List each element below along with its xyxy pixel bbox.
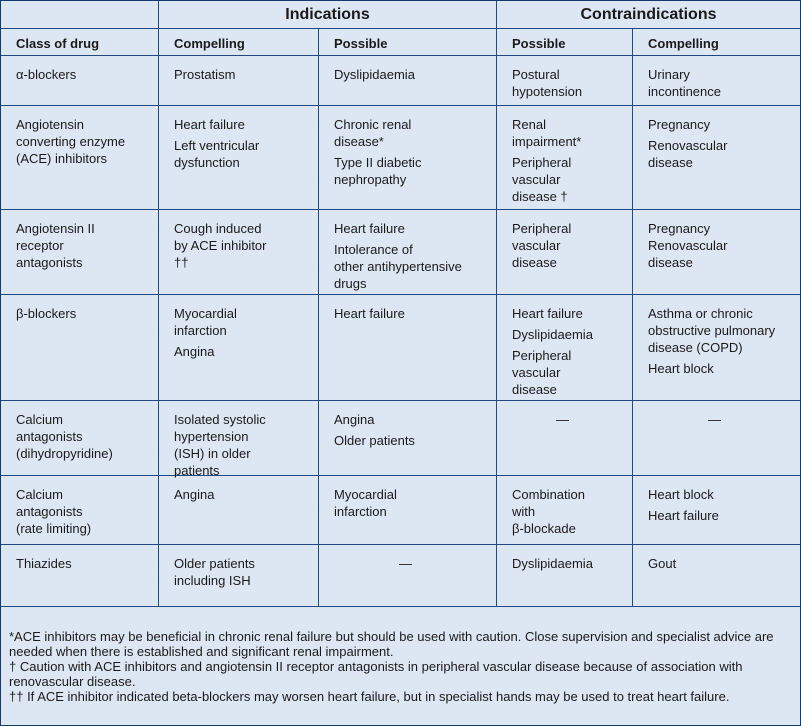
cell-text: Chronic renal disease* [334,117,412,149]
header-indications: Indications [159,1,497,29]
cell-text: Myocardial infarction [334,487,397,519]
cell-text: Asthma or chronic obstructive pulmonary disease (COPD) [648,306,776,355]
table-cell-class [1,295,159,401]
cell-text: Peripheral vascular disease [512,348,572,397]
cell-text: Intolerance of other antihypertensive drugs [334,242,462,291]
cell-text: Heart failure [512,306,583,321]
table-cell-contra-possible [497,545,633,607]
cell-text: Dyslipidaemia [334,67,415,82]
cell-text: Isolated systolic hypertension (ISH) in older patients [174,412,266,478]
cell-text: Heart failure [174,117,245,132]
cell-text: Angiotensin II receptor antagonists [16,221,95,270]
cell-text: Calcium antagonists (dihydropyridine) [16,412,113,461]
table-cell-ind-possible [319,401,497,476]
cell-text: Pregnancy [648,117,711,132]
subheader-class: Class of drug [1,29,159,56]
cell-text: β-blockers [16,306,77,321]
cell-text: Older patients [334,433,415,448]
cell-text: Thiazides [16,556,72,571]
cell-text: Combination with β-blockade [512,487,585,536]
table-cell-ind-compelling [159,545,319,607]
cell-text: Postural hypotension [512,67,583,99]
cell-text: Angina [174,344,215,359]
subheader-contra-compelling: Compelling [633,29,800,56]
table-cell-contra-compelling [633,210,800,295]
table-cell-contra-compelling [633,106,800,210]
table-cell-contra-possible [497,210,633,295]
header-blank [1,1,159,29]
table-cell-ind-compelling [159,106,319,210]
table-cell-contra-compelling [633,401,800,476]
table-cell-ind-possible [319,56,497,106]
table-cell-ind-possible [319,106,497,210]
cell-text: Dyslipidaemia [512,556,593,571]
table-cell-contra-compelling [633,295,800,401]
cell-text: Cough induced by ACE inhibitor †† [174,221,267,270]
table-cell-ind-compelling [159,401,319,476]
cell-text: — [399,556,412,571]
cell-text: Peripheral vascular disease † [512,155,572,204]
cell-text: Older patients including ISH [174,556,255,588]
cell-text: Heart block [648,487,714,502]
header-contraindications: Contraindications [497,1,800,29]
table-cell-class [1,210,159,295]
table-cell-ind-compelling [159,476,319,545]
table-cell-class [1,476,159,545]
cell-text: Heart failure [648,508,719,523]
table-cell-ind-possible [319,476,497,545]
cell-text: — [556,412,569,427]
cell-text: Pregnancy Renovascular disease [648,221,728,270]
table-cell-ind-possible [319,295,497,401]
table-cell-contra-compelling [633,56,800,106]
table-cell-contra-compelling [633,476,800,545]
table-cell-ind-compelling [159,295,319,401]
cell-text: Urinary incontinence [648,67,721,99]
cell-text: Left ventricular dysfunction [174,138,260,170]
cell-text: Angina [334,412,375,427]
table-cell-contra-compelling [633,545,800,607]
subheader-contra-possible: Possible [497,29,633,56]
table-cell-ind-possible [319,210,497,295]
footnote-dagger: † Caution with ACE inhibitors and angiotensin II receptor antagonists in peripheral vascular disease because of association with renovascular disease. [9,659,743,689]
table-cell-contra-possible [497,401,633,476]
table-cell-contra-possible [497,295,633,401]
cell-text: Peripheral vascular disease [512,221,572,270]
antihypertensive-table [1,1,800,607]
footnote-double-dagger: †† If ACE inhibitor indicated beta-blockers may worsen heart failure, but in specialist hands may be used to treat heart failure. [9,689,730,704]
cell-text: Type II diabetic nephropathy [334,155,422,187]
table-cell-ind-compelling [159,210,319,295]
footnote-asterisk: *ACE inhibitors may be beneficial in chronic renal failure but should be used with caution. Close supervision and specialist advice are needed when there is established and significant renal impairment. [9,629,774,659]
table-cell-contra-possible [497,106,633,210]
cell-text: Myocardial infarction [174,306,237,338]
cell-text: Heart block [648,361,714,376]
table-cell-class [1,106,159,210]
subheader-ind-possible: Possible [319,29,497,56]
cell-text: Angina [174,487,215,502]
cell-text: Gout [648,556,677,571]
footnotes [1,607,800,704]
cell-text: Dyslipidaemia [512,327,593,342]
subheader-ind-compelling: Compelling [159,29,319,56]
table-cell-contra-possible [497,476,633,545]
table-cell-class [1,401,159,476]
cell-text: Angiotensin converting enzyme (ACE) inhibitors [16,117,126,166]
cell-text: Heart failure [334,306,405,321]
cell-text: Calcium antagonists (rate limiting) [16,487,92,536]
table-cell-ind-possible [319,545,497,607]
table-cell-class [1,56,159,106]
table-cell-contra-possible [497,56,633,106]
cell-text: — [708,412,721,427]
cell-text: Renal impairment* [512,117,582,149]
cell-text: Renovascular disease [648,138,728,170]
cell-text: α-blockers [16,67,77,82]
cell-text: Heart failure [334,221,405,236]
cell-text: Prostatism [174,67,236,82]
table-cell-class [1,545,159,607]
table-cell-ind-compelling [159,56,319,106]
